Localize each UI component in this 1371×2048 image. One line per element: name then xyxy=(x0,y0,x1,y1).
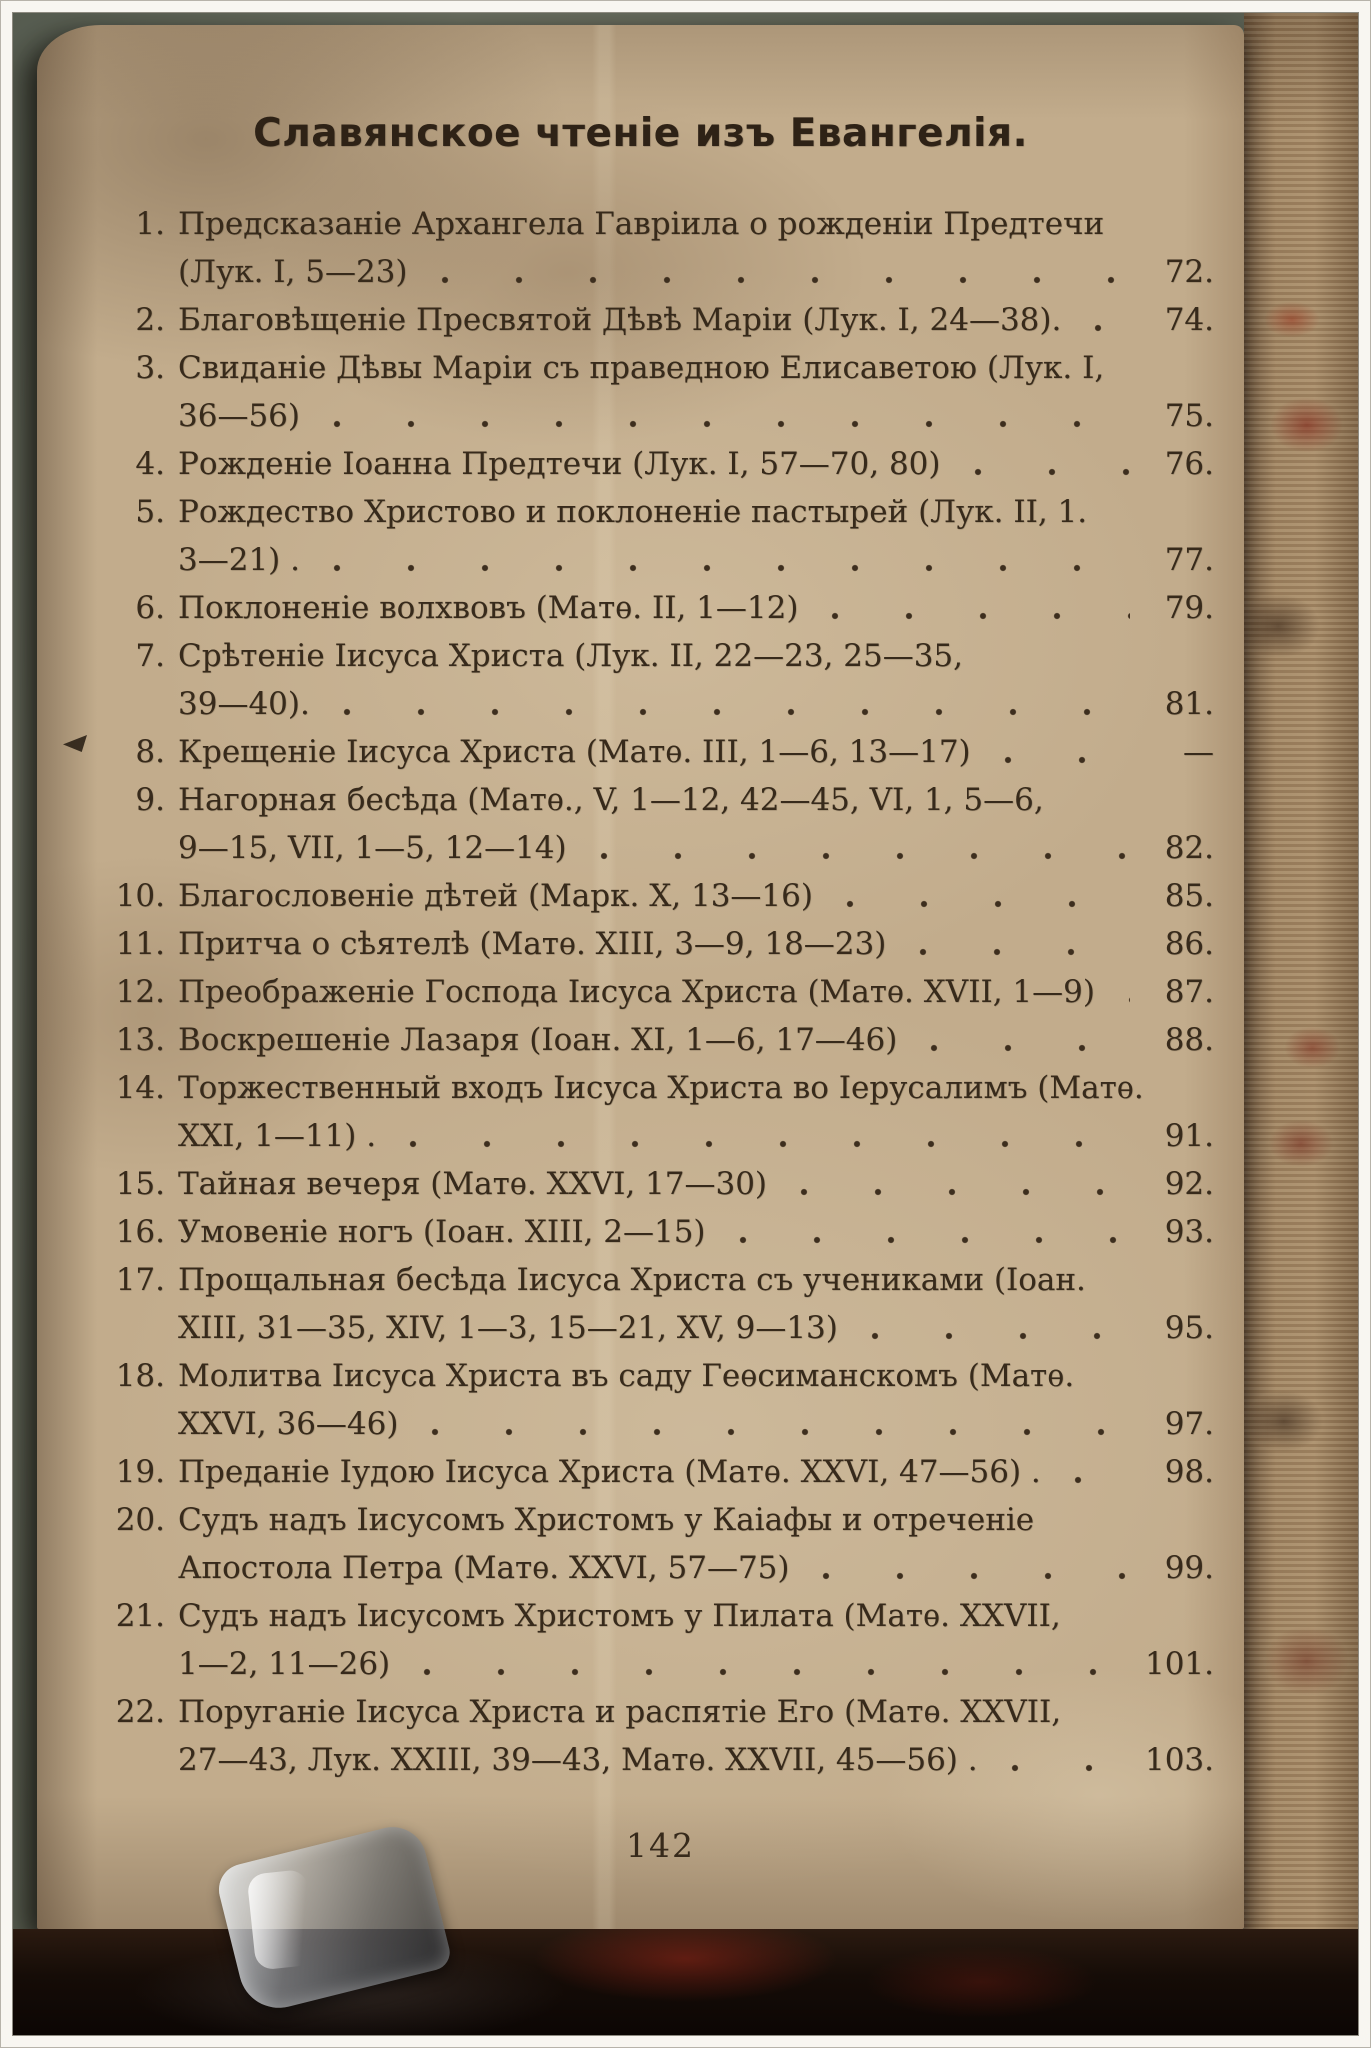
entry-last-line xyxy=(178,728,1214,776)
entry-last-line xyxy=(178,824,1214,872)
entry-page-number: 97. xyxy=(1164,1406,1214,1442)
dot-leader xyxy=(977,728,1130,776)
entry-page-number: 76. xyxy=(1164,446,1214,482)
entry-text-line: 1—2, 11—26) xyxy=(178,1646,391,1682)
entry-body xyxy=(178,632,1214,728)
toc-entry xyxy=(107,1256,1214,1352)
toc-entry-list xyxy=(107,200,1214,1784)
entry-body xyxy=(178,1256,1214,1352)
dot-leader xyxy=(773,1160,1130,1208)
entry-page-number: 72. xyxy=(1164,254,1214,290)
dot-leader xyxy=(804,584,1130,632)
entry-page-number: 74. xyxy=(1164,302,1214,338)
toc-entry xyxy=(107,344,1214,440)
entry-page-number: 75. xyxy=(1164,398,1214,434)
toc-entry xyxy=(107,296,1214,344)
toc-entry xyxy=(107,920,1214,968)
entry-number: 1. xyxy=(135,206,165,242)
entry-body xyxy=(178,488,1214,584)
entry-text-line: XIII, 31—35, XIV, 1—3, 15—21, XV, 9—13) xyxy=(178,1310,838,1346)
entry-page-number: 82. xyxy=(1164,830,1214,866)
entry-text-line: XXI, 1—11) . xyxy=(178,1118,377,1154)
dot-leader xyxy=(892,920,1130,968)
entry-body xyxy=(178,1016,1214,1064)
entry-number: 14. xyxy=(115,1070,165,1106)
entry-text-line: Молитва Іисуса Христа въ саду Геѳсиманскомъ (Матѳ. xyxy=(178,1358,1075,1394)
book-page xyxy=(37,25,1244,1929)
entry-last-line xyxy=(178,968,1214,1016)
entry-body xyxy=(178,1064,1214,1160)
entry-text-line: Благословеніе дѣтей (Марк. X, 13—16) xyxy=(178,878,813,914)
entry-last-line xyxy=(178,920,1214,968)
table-of-contents xyxy=(37,25,1244,1929)
entry-text-line: Рожденіе Іоанна Предтечи (Лук. I, 57—70, 80) xyxy=(178,446,941,482)
photo-background xyxy=(12,12,1359,2036)
entry-text-line: Притча о сѣятелѣ (Матѳ. XIII, 3—9, 18—23) xyxy=(178,926,887,962)
entry-body xyxy=(178,776,1214,872)
entry-text-line: Апостола Петра (Матѳ. XXVI, 57—75) xyxy=(178,1550,790,1586)
entry-text-line: Нагорная бесѣда (Матѳ., V, 1—12, 42—45, VI, 1, 5—6, xyxy=(178,782,1044,818)
entry-body xyxy=(178,584,1214,632)
dot-leader xyxy=(712,1208,1130,1256)
metal-clip-body xyxy=(213,1820,453,2016)
entry-page-number: 103. xyxy=(1144,1742,1214,1778)
dot-leader xyxy=(819,872,1130,920)
entry-number: 10. xyxy=(115,878,165,914)
entry-body xyxy=(178,872,1214,920)
entry-text-line: Срѣтеніе Іисуса Христа (Лук. II, 22—23, 25—35, xyxy=(178,638,963,674)
dot-leader xyxy=(1047,1448,1130,1496)
entry-number: 6. xyxy=(135,590,165,626)
toc-entry xyxy=(107,1208,1214,1256)
toc-entry xyxy=(107,632,1214,728)
entry-last-line xyxy=(178,1016,1214,1064)
entry-last-line xyxy=(178,248,1214,296)
entry-text-line: Поруганіе Іисуса Христа и распятіе Его (Матѳ. XXVII, xyxy=(178,1694,1062,1730)
toc-entry xyxy=(107,1160,1214,1208)
dot-leader xyxy=(947,440,1131,488)
toc-entry xyxy=(107,1688,1214,1784)
entry-number: 22. xyxy=(115,1694,165,1730)
entry-last-line xyxy=(178,1544,1214,1592)
entry-page-number: 91. xyxy=(1164,1118,1214,1154)
entry-page-number: 85. xyxy=(1164,878,1214,914)
entry-number: 13. xyxy=(115,1022,165,1058)
entry-page-number: 93. xyxy=(1164,1214,1214,1250)
entry-last-line xyxy=(178,1448,1214,1496)
entry-last-line xyxy=(178,440,1214,488)
toc-entry xyxy=(107,584,1214,632)
entry-number: 16. xyxy=(115,1214,165,1250)
entry-number: 7. xyxy=(135,638,165,674)
entry-body xyxy=(178,1448,1214,1496)
metal-clip-glint xyxy=(246,1869,316,1971)
toc-entry xyxy=(107,1016,1214,1064)
entry-text-line: Прощальная бесѣда Іисуса Христа съ учениками (Іоан. xyxy=(178,1262,1086,1298)
dot-leader xyxy=(795,1544,1130,1592)
entry-text-line: Рождество Христово и поклоненіе пастырей (Лук. II, 1. xyxy=(178,494,1088,530)
entry-last-line xyxy=(178,1160,1214,1208)
entry-text-line: Тайная вечеря (Матѳ. XXVI, 17—30) xyxy=(178,1166,768,1202)
entry-body xyxy=(178,344,1214,440)
entry-text-line: Преданіе Іудою Іисуса Христа (Матѳ. XXVI, 47—56) . xyxy=(178,1454,1041,1490)
entry-last-line xyxy=(178,1640,1214,1688)
entry-last-line xyxy=(178,1112,1214,1160)
entry-last-line xyxy=(178,1400,1214,1448)
dot-leader xyxy=(414,248,1130,296)
toc-entry xyxy=(107,1352,1214,1448)
page-title: Славянское чтеніе изъ Евангелія. xyxy=(253,111,1028,156)
entry-last-line xyxy=(178,872,1214,920)
dot-leader xyxy=(382,1112,1130,1160)
entry-number: 5. xyxy=(135,494,165,530)
entry-number: 18. xyxy=(115,1358,165,1394)
entry-number: 21. xyxy=(115,1598,165,1634)
toc-entry xyxy=(107,968,1214,1016)
entry-page-number: 79. xyxy=(1164,590,1214,626)
entry-text-line: Крещеніе Іисуса Христа (Матѳ. III, 1—6, 13—17) xyxy=(178,734,971,770)
entry-number: 8. xyxy=(135,734,165,770)
toc-entry xyxy=(107,872,1214,920)
entry-body xyxy=(178,296,1214,344)
entry-body xyxy=(178,200,1214,296)
toc-entry xyxy=(107,728,1214,776)
entry-text-line: 27—43, Лук. XXIII, 39—43, Матѳ. XXVII, 45—56) . xyxy=(178,1742,978,1778)
entry-body xyxy=(178,1592,1214,1688)
entry-number: 17. xyxy=(115,1262,165,1298)
book-page-edges xyxy=(1244,13,1358,1929)
toc-entry xyxy=(107,488,1214,584)
toc-entry xyxy=(107,440,1214,488)
entry-last-line xyxy=(178,680,1214,728)
entry-page-number: 77. xyxy=(1164,542,1214,578)
entry-last-line xyxy=(178,1304,1214,1352)
entry-body xyxy=(178,1208,1214,1256)
entry-number: 11. xyxy=(115,926,165,962)
entry-last-line xyxy=(178,1736,1214,1784)
entry-text-line: Преображеніе Господа Іисуса Христа (Матѳ. XVII, 1—9) xyxy=(178,974,1095,1010)
entry-text-line: 39—40). xyxy=(178,686,310,722)
entry-page-number: 101. xyxy=(1144,1646,1214,1682)
entry-last-line xyxy=(178,536,1214,584)
entry-page-number: 92. xyxy=(1164,1166,1214,1202)
entry-page-number: 95. xyxy=(1164,1310,1214,1346)
toc-entry xyxy=(107,776,1214,872)
entry-last-line xyxy=(178,1208,1214,1256)
toc-entry xyxy=(107,1592,1214,1688)
page-footer-number: 142 xyxy=(626,1826,695,1865)
dot-leader xyxy=(404,1400,1130,1448)
toc-entry xyxy=(107,200,1214,296)
entry-text-line: Судъ надъ Іисусомъ Христомъ у Пилата (Матѳ. XXVII, xyxy=(178,1598,1061,1634)
entry-number: 19. xyxy=(115,1454,165,1490)
entry-body xyxy=(178,968,1214,1016)
entry-number: 12. xyxy=(115,974,165,1010)
entry-page-number: 86. xyxy=(1164,926,1214,962)
entry-body xyxy=(178,440,1214,488)
entry-text-line: 9—15, VII, 1—5, 12—14) xyxy=(178,830,567,866)
entry-body xyxy=(178,920,1214,968)
entry-number: 9. xyxy=(135,782,165,818)
entry-last-line xyxy=(178,392,1214,440)
entry-text-line: XXVI, 36—46) xyxy=(178,1406,399,1442)
entry-number: 20. xyxy=(115,1502,165,1538)
entry-last-line xyxy=(178,584,1214,632)
dot-leader xyxy=(306,536,1130,584)
dot-leader xyxy=(984,1736,1130,1784)
entry-number: 3. xyxy=(135,350,165,386)
dot-leader xyxy=(316,680,1130,728)
entry-number: 2. xyxy=(135,302,165,338)
entry-body xyxy=(178,1352,1214,1448)
entry-text-line: 36—56) xyxy=(178,398,300,434)
entry-text-line: Предсказаніе Архангела Гавріила о рожденіи Предтечи xyxy=(178,206,1105,242)
entry-number: 4. xyxy=(135,446,165,482)
entry-body xyxy=(178,728,1214,776)
entry-page-number: 81. xyxy=(1164,686,1214,722)
entry-text-line: Умовеніе ногъ (Іоан. XIII, 2—15) xyxy=(178,1214,706,1250)
entry-page-number: 87. xyxy=(1164,974,1214,1010)
dot-leader xyxy=(903,1016,1130,1064)
dot-leader xyxy=(1067,296,1130,344)
entry-page-number: 99. xyxy=(1164,1550,1214,1586)
entry-text-line: Воскрешеніе Лазаря (Іоан. XI, 1—6, 17—46) xyxy=(178,1022,898,1058)
entry-body xyxy=(178,1688,1214,1784)
dot-leader xyxy=(573,824,1130,872)
entry-text-line: Поклоненіе волхвовъ (Матѳ. II, 1—12) xyxy=(178,590,799,626)
dot-leader xyxy=(844,1304,1130,1352)
entry-text-line: Благовѣщеніе Пресвятой Дѣвѣ Маріи (Лук. I, 24—38). xyxy=(178,302,1062,338)
entry-page-number: — xyxy=(1183,734,1214,770)
entry-page-number: 88. xyxy=(1164,1022,1214,1058)
toc-entry xyxy=(107,1064,1214,1160)
toc-entry xyxy=(107,1496,1214,1592)
entry-text-line: (Лук. I, 5—23) xyxy=(178,254,408,290)
entry-body xyxy=(178,1496,1214,1592)
dot-leader xyxy=(396,1640,1130,1688)
entry-page-number: 98. xyxy=(1164,1454,1214,1490)
entry-body xyxy=(178,1160,1214,1208)
dot-leader xyxy=(306,392,1130,440)
entry-number: 15. xyxy=(115,1166,165,1202)
entry-text-line: Свиданіе Дѣвы Маріи съ праведною Елисаветою (Лук. I, xyxy=(178,350,1105,386)
entry-last-line xyxy=(178,296,1214,344)
entry-text-line: 3—21) . xyxy=(178,542,300,578)
entry-text-line: Торжественный входъ Іисуса Христа во Іерусалимъ (Матѳ. xyxy=(178,1070,1144,1106)
entry-text-line: Судъ надъ Іисусомъ Христомъ у Каіафы и отреченіе xyxy=(178,1502,1035,1538)
toc-entry xyxy=(107,1448,1214,1496)
dot-leader xyxy=(1101,968,1130,1016)
